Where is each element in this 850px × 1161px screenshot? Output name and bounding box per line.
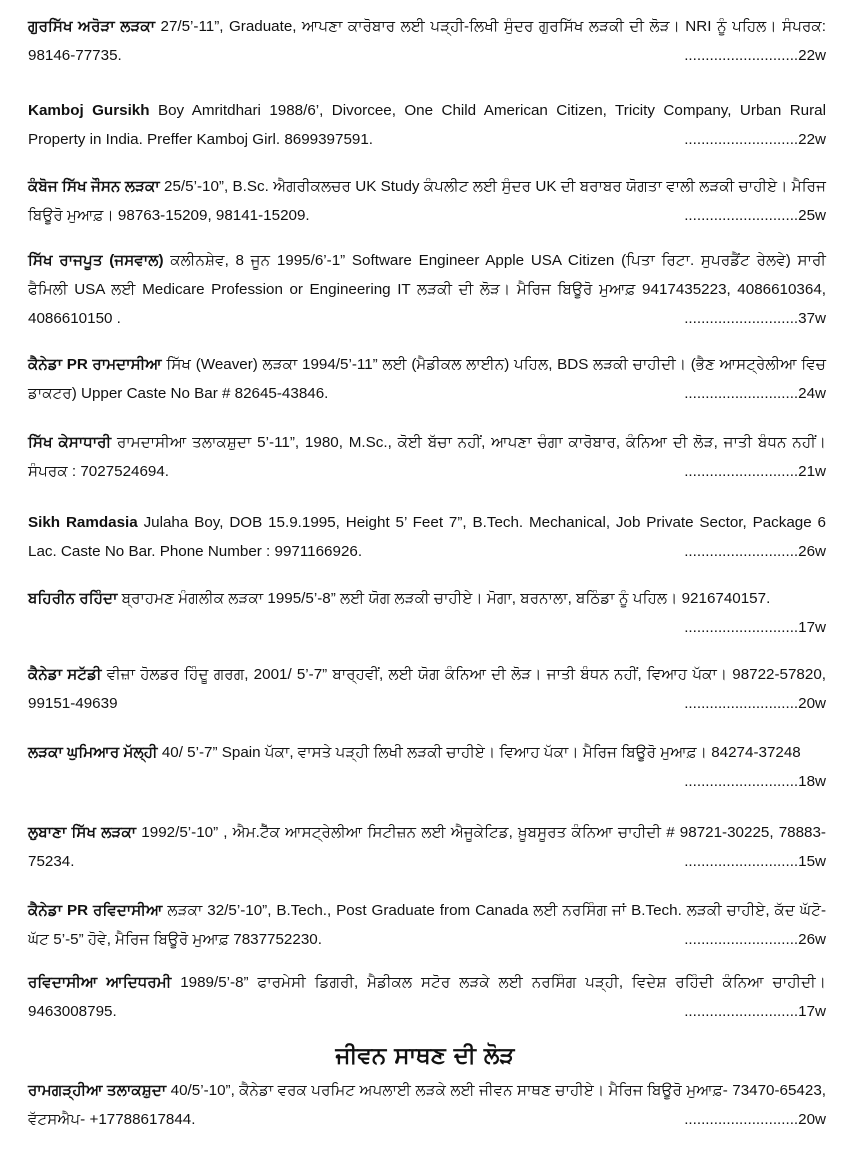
ad-body: 1992/5’-10” , ਐਮ.ਟੈੱਕ ਆਸਟ੍ਰੇਲੀਆ ਸਿਟੀਜ਼ਨ ਲਈ ਐਜੂਕੇਟਿਡ, ਖ਼ੂਬਸੂਰਤ ਕੰਨਿਆ ਚਾਹੀਦੀ # 98721-30225, 78883-75234.: [28, 824, 826, 870]
ad-bahrain-brahmin: [28, 584, 826, 642]
ad-code: ...........................26w: [684, 543, 826, 560]
ad-body: ਰਾਮਦਾਸੀਆ ਤਲਾਕਸ਼ੁਦਾ 5’-11”, 1980, M.Sc., ਕੋਈ ਬੱਚਾ ਨਹੀਂ, ਆਪਣਾ ਚੰਗਾ ਕਾਰੋਬਾਰ, ਕੰਨਿਆ ਦੀ ਲੋੜ, ਜਾਤੀ ਬੰਧਨ ਨਹੀਂ। ਸੰਪਰਕ : 7027524694.: [28, 434, 826, 480]
ad-body: 27/5’-11”, Graduate, ਆਪਣਾ ਕਾਰੋਬਾਰ ਲਈ ਪੜ੍ਹੀ-ਲਿਖੀ ਸੁੰਦਰ ਗੁਰਸਿੱਖ ਲੜਕੀ ਦੀ ਲੋੜ। NRI ਨੂੰ ਪਹਿਲ। ਸੰਪਰਕ: 98146-77735.: [28, 18, 826, 64]
section-heading: ਜੀਵਨ ਸਾਥਣ ਦੀ ਲੋੜ: [335, 1043, 515, 1069]
ad-body: 40/5’-10”, ਕੈਨੇਡਾ ਵਰਕ ਪਰਮਿਟ ਅਪਲਾਈ ਲੜਕੇ ਲਈ ਜੀਵਨ ਸਾਥਣ ਚਾਹੀਏ। ਮੈਰਿਜ ਬਿਊਰੋ ਮੁਆਫ਼- 73470-65423, ਵੱਟਸਐਪ- +17788617844.: [28, 1082, 826, 1128]
ad-body: ਸਿੱਖ (Weaver) ਲੜਕਾ 1994/5’-11” ਲਈ (ਮੈਡੀਕਲ ਲਾਈਨ) ਪਹਿਲ, BDS ਲੜਕੀ ਚਾਹੀਦੀ। (ਭੈਣ ਆਸਟ੍ਰੇਲੀਆ ਵਿਚ ਡਾਕਟਰ) Upper Caste No Bar # 82645-43846.: [28, 356, 826, 402]
ad-ghumiar-malhi: [28, 738, 826, 796]
ad-lead: ਗੁਰਸਿੱਖ ਅਰੋੜਾ ਲੜਕਾ: [28, 18, 156, 35]
ad-ramgarhia-divorcee: [28, 1076, 826, 1134]
ad-lead: ਲੜਕਾ ਘੁਮਿਆਰ ਮੱਲ੍ਹੀ: [28, 744, 158, 761]
ad-body: ਲੜਕਾ 32/5’-10”, B.Tech., Post Graduate from Canada ਲਈ ਨਰਸਿੰਗ ਜਾਂ B.Tech. ਲੜਕੀ ਚਾਹੀਏ, ਕੱਦ ਘੱਟੋ-ਘੱਟ 5’-5” ਹੋਵੇ, ਮੈਰਿਜ ਬਿਊਰੋ ਮੁਆਫ਼ 7837752230.: [28, 902, 826, 948]
ad-body: 1989/5’-8” ਫਾਰਮੇਸੀ ਡਿਗਰੀ, ਮੈਡੀਕਲ ਸਟੋਰ ਲੜਕੇ ਲਈ ਨਰਸਿੰਗ ਪੜ੍ਹੀ, ਵਿਦੇਸ਼ ਰਹਿੰਦੀ ਕੰਨਿਆ ਚਾਹੀਦੀ। 9463008795.: [28, 974, 826, 1020]
ad-code: ...........................17w: [684, 1003, 826, 1020]
ad-code: ...........................26w: [684, 931, 826, 948]
ad-lead: ਸਿੱਖ ਕੇਸਾਧਾਰੀ: [28, 434, 112, 451]
ad-canada-pr-ravidasia: [28, 896, 826, 954]
ad-code: ...........................37w: [684, 310, 826, 327]
ad-lead: ਸਿੱਖ ਰਾਜਪੂਤ (ਜਸਵਾਲ): [28, 252, 164, 269]
ad-kamboj-sikh: [28, 172, 826, 230]
ad-lead: ਕੈਨੇਡਾ PR ਰਾਮਦਾਸੀਆ: [28, 356, 162, 373]
ad-code: ...........................24w: [684, 385, 826, 402]
ad-code: ...........................25w: [684, 207, 826, 224]
ad-code: ...........................15w: [684, 853, 826, 870]
ad-body: ਵੀਜ਼ਾ ਹੋਲਡਰ ਹਿੰਦੂ ਗਰਗ, 2001/ 5’-7” ਬਾਰ੍ਹਵੀਂ, ਲਈ ਯੋਗ ਕੰਨਿਆ ਦੀ ਲੋੜ। ਜਾਤੀ ਬੰਧਨ ਨਹੀਂ, ਵਿਆਹ ਪੱਕਾ। 98722-57820, 99151-49639: [28, 666, 826, 712]
ad-code: ...........................22w: [684, 131, 826, 148]
ad-kamboj-gursikh: [28, 96, 826, 154]
ad-body: 40/ 5’-7” Spain ਪੱਕਾ, ਵਾਸਤੇ ਪੜ੍ਹੀ ਲਿਖੀ ਲੜਕੀ ਚਾਹੀਏ। ਵਿਆਹ ਪੱਕਾ। ਮੈਰਿਜ ਬਿਊਰੋ ਮੁਆਫ਼। 84274-37248: [157, 744, 801, 761]
ad-lead: ਬਹਿਰੀਨ ਰਹਿੰਦਾ: [28, 590, 118, 607]
ad-ravidasia-adidharmi: [28, 968, 826, 1026]
ad-code: ...........................22w: [684, 47, 826, 64]
ad-lead: ਕੈਨੇਡਾ PR ਰਵਿਦਾਸੀਆ: [28, 902, 163, 919]
ad-code: ...........................17w: [684, 619, 826, 636]
ad-canada-pr-ramdasia: [28, 350, 826, 408]
ad-body: ਬ੍ਰਾਹਮਣ ਮੰਗਲੀਕ ਲੜਕਾ 1995/5’-8” ਲਈ ਯੋਗ ਲੜਕੀ ਚਾਹੀਏ। ਮੋਗਾ, ਬਰਨਾਲਾ, ਬਠਿੰਡਾ ਨੂੰ ਪਹਿਲ। 9216740157.: [117, 590, 771, 607]
ad-sikh-kesadhari: [28, 428, 826, 486]
ad-code: ...........................18w: [684, 773, 826, 790]
ad-body: Boy Amritdhari 1988/6’, Divorcee, One Child American Citizen, Tricity Company, Urban Rural Property in India. Preffer Kamboj Girl. 8699397591.: [28, 102, 826, 148]
ad-code: ...........................20w: [684, 1111, 826, 1128]
ad-sikh-rajput: [28, 246, 826, 333]
ad-body: Julaha Boy, DOB 15.9.1995, Height 5’ Feet 7”, B.Tech. Mechanical, Job Private Sector, Package 6 Lac. Caste No Bar. Phone Number : 9971166926.: [28, 514, 826, 560]
ad-sikh-ramdasia: [28, 508, 826, 566]
ad-code: ...........................21w: [684, 463, 826, 480]
ad-lead: ਕੈਨੇਡਾ ਸਟੱਡੀ: [28, 666, 102, 683]
ad-lead: ਕੰਬੋਜ ਸਿੱਖ ਜੌਸਨ ਲੜਕਾ: [28, 178, 160, 195]
ad-code: ...........................20w: [684, 695, 826, 712]
ad-body: ਕਲੀਨਸ਼ੇਵ, 8 ਜੂਨ 1995/6’-1” Software Engineer Apple USA Citizen (ਪਿਤਾ ਰਿਟਾ. ਸੁਪਰਡੈਂਟ ਰੇਲਵੇ) ਸਾਰੀ ਫੈਮਿਲੀ USA ਲਈ Medicare Profession or Engineering IT ਲੜਕੀ ਦੀ ਲੋੜ। ਮੈਰਿਜ ਬਿਊਰੋ ਮੁਆਫ਼ 9417435223, 4086610364, 4086610150 .: [28, 252, 826, 327]
ad-lead: ਰਾਮਗੜ੍ਹੀਆ ਤਲਾਕਸ਼ੁਦਾ: [28, 1082, 167, 1099]
ad-lubana-sikh: [28, 818, 826, 876]
ad-body: 25/5’-10”, B.Sc. ਐਗਰੀਕਲਚਰ UK Study ਕੰਪਲੀਟ ਲਈ ਸੁੰਦਰ UK ਦੀ ਬਰਾਬਰ ਯੋਗਤਾ ਵਾਲੀ ਲੜਕੀ ਚਾਹੀਏ। ਮੈਰਿਜ ਬਿਊਰੋ ਮੁਆਫ਼। 98763-15209, 98141-15209.: [28, 178, 826, 224]
ad-lead: ਲੁਬਾਣਾ ਸਿੱਖ ਲੜਕਾ: [28, 824, 137, 841]
ad-canada-study-visa: [28, 660, 826, 718]
ad-lead: ਰਵਿਦਾਸੀਆ ਆਦਿਧਰਮੀ: [28, 974, 172, 991]
ad-arora-gursikh: [28, 12, 826, 70]
ad-lead: Kamboj Gursikh: [28, 102, 150, 119]
ad-lead: Sikh Ramdasia: [28, 514, 138, 531]
